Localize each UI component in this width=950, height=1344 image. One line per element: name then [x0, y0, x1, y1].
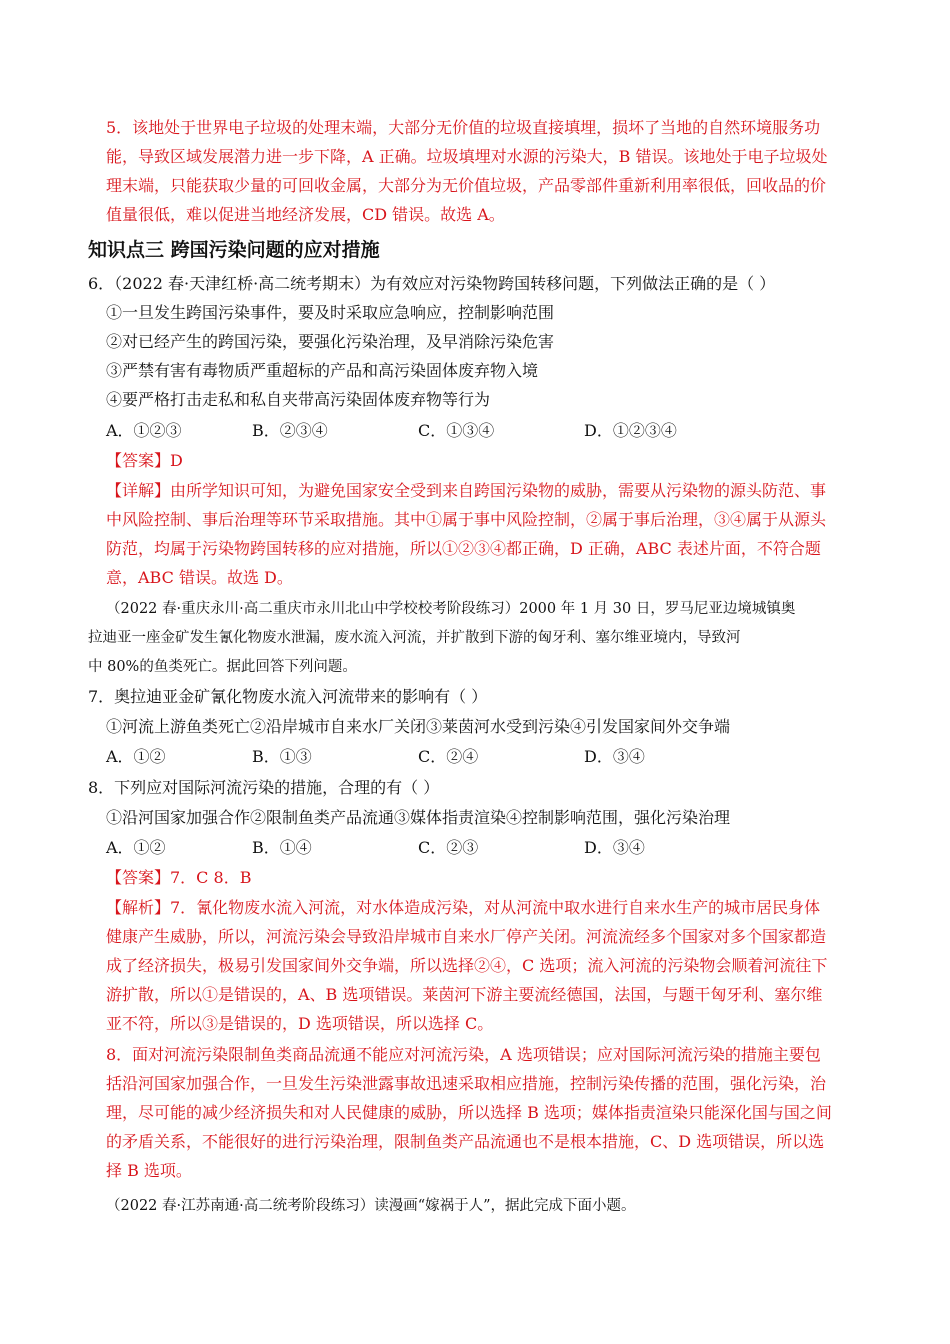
- q8-stem: 8．下列应对国际河流污染的措施，合理的有（ ）: [88, 778, 440, 797]
- q6-detail-line-4: 意，ABC 错误。故选 D。: [106, 568, 293, 587]
- q6-item-1: ①一旦发生跨国污染事件，要及时采取应急响应，控制影响范围: [106, 303, 555, 322]
- q6-item-4: ④要严格打击走私和私自夹带高污染固体废弃物等行为: [106, 390, 491, 409]
- next-material: （2022 春·江苏南通·高二统考阶段练习）读漫画“嫁祸于人”，据此完成下面小题。: [106, 1198, 636, 1214]
- q7-option-b: B．①③: [252, 747, 312, 766]
- q6-detail-line-2: 中风险控制、事后治理等环节采取措施。其中①属于事中风险控制，②属于事后治理，③④属于从源头: [106, 510, 827, 529]
- q6-option-b: B．②③④: [252, 421, 328, 440]
- q7-analysis-line-5: 亚不符，所以③是错误的，D 选项错误，所以选择 C。: [106, 1014, 494, 1033]
- q5-explain-line-4: 值量很低，难以促进当地经济发展，CD 错误。故选 A。: [106, 205, 505, 224]
- q8-option-a: A．①②: [106, 838, 166, 857]
- q7-stem: 7．奥拉迪亚金矿氰化物废水流入河流带来的影响有（ ）: [88, 687, 488, 706]
- q8-option-c: C．②③: [418, 838, 479, 857]
- q7-option-a: A．①②: [106, 747, 166, 766]
- q6-item-3: ③严禁有害有毒物质严重超标的产品和高污染固体废弃物入境: [106, 361, 539, 380]
- q8-option-d: D．③④: [584, 838, 645, 857]
- q5-explain-line-3: 理末端，只能获取少量的可回收金属，大部分为无价值垃圾，产品零部件重新利用率很低，回收品的价: [106, 176, 827, 195]
- q8-option-b: B．①④: [252, 838, 312, 857]
- q8-analysis-line-2: 括沿河国家加强合作，一旦发生污染泄露事故迅速采取相应措施，控制污染传播的范围，强化污染，治: [106, 1074, 827, 1093]
- section-title: 知识点三 跨国污染问题的应对措施: [88, 239, 380, 261]
- q7-analysis-line-2: 健康产生威胁，所以，河流污染会导致沿岸城市自来水厂停产关闭。河流流经多个国家对多个国家都造: [106, 927, 827, 946]
- q7-analysis-line-3: 成了经济损失，极易引发国家间外交争端，所以选择②④，C 选项；流入河流的污染物会顺着河流往下: [106, 956, 828, 975]
- material-line-2: 拉迪亚一座金矿发生氰化物废水泄漏，废水流入河流，并扩散到下游的匈牙利、塞尔维亚境内，导致河: [88, 630, 741, 646]
- q6-item-2: ②对已经产生的跨国污染，要强化污染治理，及早消除污染危害: [106, 332, 555, 351]
- q6-option-c: C．①③④: [418, 421, 495, 440]
- q7-analysis-line-4: 游扩散，所以①是错误的，A、B 选项错误。莱茵河下游主要流经德国，法国，与题干匈牙利、塞尔维: [106, 985, 823, 1004]
- q8-analysis-line-4: 的矛盾关系，不能很好的进行污染治理，限制鱼类产品流通也不是根本措施，C、D 选项错误，所以选: [106, 1132, 825, 1151]
- q6-answer: 【答案】D: [106, 451, 183, 470]
- q5-explain-line-1: 5．该地处于世界电子垃圾的处理末端，大部分无价值的垃圾直接填埋，损坏了当地的自然环境服务功: [106, 118, 821, 137]
- q78-answer: 【答案】7．C 8．B: [106, 868, 252, 887]
- q5-explain-line-2: 能，导致区域发展潜力进一步下降，A 正确。垃圾填埋对水源的污染大，B 错误。该地处于电子垃圾处: [106, 147, 828, 166]
- material-line-3: 中 80%的鱼类死亡。据此回答下列问题。: [88, 659, 357, 675]
- q6-detail-line-3: 防范，均属于污染物跨国转移的应对措施，所以①②③④都正确，D 正确，ABC 表述片面，不符合题: [106, 539, 821, 558]
- q7-analysis-line-1: 【解析】7．氰化物废水流入河流，对水体造成污染，对从河流中取水进行自来水生产的城市居民身体: [106, 898, 821, 917]
- q7-items: ①河流上游鱼类死亡②沿岸城市自来水厂关闭③莱茵河水受到污染④引发国家间外交争端: [106, 717, 731, 736]
- q6-detail-line-1: 【详解】由所学知识可知，为避免国家安全受到来自跨国污染物的威胁，需要从污染物的源头防范、事: [106, 481, 827, 500]
- q6-stem: 6．（2022 春·天津红桥·高二统考期末）为有效应对污染物跨国转移问题，下列做法正确的是（ ）: [88, 274, 776, 293]
- q6-option-a: A．①②③: [106, 421, 182, 440]
- q8-analysis-line-1: 8．面对河流污染限制鱼类商品流通不能应对河流污染，A 选项错误；应对国际河流污染的措施主要包: [106, 1045, 821, 1064]
- q7-option-c: C．②④: [418, 747, 479, 766]
- material-line-1: （2022 春·重庆永川·高二重庆市永川北山中学校校考阶段练习）2000 年 1 月 30 日，罗马尼亚边境城镇奥: [106, 601, 796, 617]
- q8-items: ①沿河国家加强合作②限制鱼类产品流通③媒体指责渲染④控制影响范围，强化污染治理: [106, 808, 731, 827]
- q8-analysis-line-5: 择 B 选项。: [106, 1161, 192, 1180]
- q7-option-d: D．③④: [584, 747, 645, 766]
- q8-analysis-line-3: 理，尽可能的减少经济损失和对人民健康的威胁，所以选择 B 选项；媒体指责渲染只能深化国与国之间: [106, 1103, 832, 1122]
- q6-option-d: D．①②③④: [584, 421, 677, 440]
